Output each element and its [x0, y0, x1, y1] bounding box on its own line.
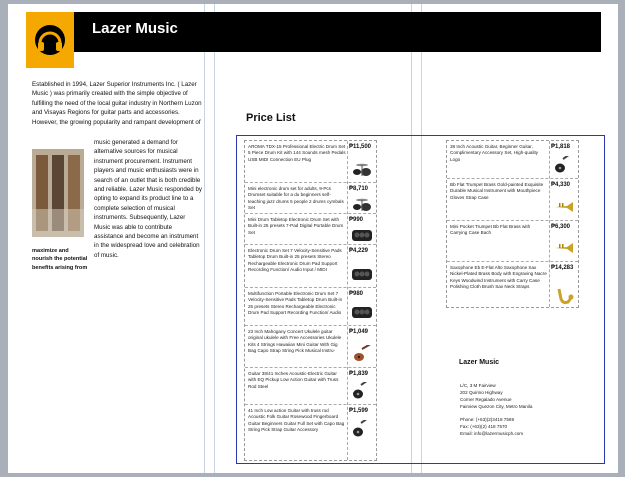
product-description: 23 Inch Mahogany Concert Ukulele guitar original ukulele with Free Accessories Ukulele Kits 4 Strings Hawaiian Mini Guitar With Gig Bag Capo Strap String Pick Musical Instru- [248, 329, 342, 354]
product-description: Mini Pocket Trumpet Bb Flat Brass with Carrying Case Bach [450, 224, 531, 236]
product-image [553, 239, 573, 255]
price-item [245, 405, 376, 442]
product-price: ₱4,330 [551, 182, 571, 188]
photo-caption: maximize and nourish the potential benefits arising from [32, 248, 88, 271]
intro-paragraph: Established in 1994, Lazer Superior Instruments Inc. ( Lazer Music ) was primarily created with the simple objective of fulfilling the need of the local guitar industry in Northern Luzon and Visayas Regions for guitar parts and accessories. However, the growing popularity and rampant development of [32, 81, 202, 126]
product-image [351, 345, 371, 361]
price-item [245, 214, 376, 245]
product-description: Mini electronic drum set for adults, 9-Pcs Drumset suitable for a du beginners self-teaching jazz drums 5 people 2 drums cymbals Set [248, 186, 344, 211]
product-price: ₱14,283 [551, 265, 574, 271]
drum-pad-icon [351, 265, 373, 283]
drum-kit-icon [351, 195, 373, 213]
product-description: 38 Inch Acoustic Guitar, Beginner Guitar, Complimentary Accessory Set, High-quality Logo [450, 144, 539, 162]
price-item [245, 183, 376, 214]
product-image [351, 195, 371, 211]
product-price: ₱1,599 [349, 408, 369, 414]
product-description: Mini Drum Tabletop Electronic Drum Set with Built-in 25 presets 7-Pad Digital Portable Drum Set [248, 217, 344, 235]
product-image [553, 156, 573, 172]
price-item [245, 368, 376, 405]
column-guide [214, 4, 215, 473]
product-price: ₱990 [349, 217, 364, 223]
contact-block [460, 382, 532, 437]
saxophone-icon [553, 287, 575, 305]
price-item [245, 245, 376, 288]
price-list-left-column [244, 140, 377, 461]
brochure-page [8, 4, 618, 473]
intro-paragraph-continued: music generated a demand for alternative sources for musical instrument procurement. Instrument players and music enthusiasts were in search of an outlet that is both credible and reliable. Lazer Music responded by opting to expand its product line to a complete selection of musical instruments. Subsequently, Lazer Music was able to contribute assistance and become an instrument in the widespread love and celebration of music. [94, 139, 203, 259]
price-item [447, 221, 578, 262]
price-list-right-column [446, 140, 579, 308]
address-line: L/C, 3 M Fairview [460, 383, 496, 388]
product-price: ₱1,818 [551, 144, 571, 150]
product-description: Bb Flat Trumpet Brass Gold-painted Exquisite Durable Musical Instrument with Mouthpiece Gloves Strap Case [450, 182, 544, 200]
product-image [351, 420, 371, 436]
email-address: Email: info@lazermusicph.com [460, 431, 524, 436]
guitar-icon [351, 382, 373, 400]
address-line: Corner Regalado Avenue [460, 397, 512, 402]
product-description: Electronic Drum Set 7 Velocity-Sensitive Pads Tabletop Drum Built-in 25 presets Stereo Rechargeable Electronic Drum Pad Support Recording Function/ Audio Input / MIDI [248, 248, 342, 273]
trumpet-icon [553, 239, 575, 257]
product-price: ₱8,710 [349, 186, 369, 192]
product-image [351, 160, 371, 176]
price-item [447, 262, 578, 309]
drum-pad-icon [351, 303, 373, 321]
product-image [351, 303, 371, 319]
price-item [245, 326, 376, 368]
headphones-icon [26, 12, 74, 68]
column-guide [204, 4, 205, 473]
drum-kit-icon [351, 160, 373, 178]
product-image [553, 287, 573, 303]
drum-pad-icon [351, 226, 373, 244]
product-description: AROMA TDX-15 Professional Electric Drum Set 5 Piece Drum Kit with 144 Sounds mesh Pedals USB MIDI Connection EU Plug [248, 144, 346, 162]
price-item [447, 141, 578, 179]
product-price: ₱980 [349, 291, 364, 297]
product-image [351, 226, 371, 242]
product-price: ₱4,229 [349, 248, 369, 254]
contact-title: Lazer Music [459, 359, 500, 366]
product-description: 41 Inch Low action Guitar with truss rod Acoustic Folk Guitar Rosewood Fingerboard Guitar Beginners Guitar Full Set with Capo Bag String Pick Strap Guitar Accessory [248, 408, 345, 433]
price-item [245, 141, 376, 183]
price-item [245, 288, 376, 326]
product-price: ₱1,049 [349, 329, 369, 335]
store-photo [32, 149, 84, 237]
trumpet-icon [553, 198, 575, 216]
product-image [351, 382, 371, 398]
product-description: Saxophone Eb E-Flat Alto Saxophone Sax Nickel-Plated Brass Body with Engraving Nacre Keys Woodwind Instrument with Carry Case Polishing Cloth Brush Sax Neck Straps [450, 265, 547, 290]
product-description: Multifunction Portable Electronic Drum Set 7 Velocity-Sensitive Pads Tabletop Drum Built-in 25 presets Stereo Rechargeable Electronic Drum Pad Support Recording Function/ Audio [248, 291, 343, 316]
ukulele-icon [351, 345, 373, 363]
address-line: 202 Quirino Highway [460, 390, 503, 395]
guitar-icon [351, 420, 373, 438]
price-item [447, 179, 578, 221]
price-list-title: Price List [246, 112, 296, 124]
product-price: ₱1,839 [349, 371, 369, 377]
product-price: ₱11,500 [349, 144, 372, 150]
product-image [553, 198, 573, 214]
fax-number: Fax: (+63)(2) 418 7570 [460, 424, 508, 429]
guitar-icon [553, 156, 575, 174]
phone-number: Phone: (+63)(2)3418 7569 [460, 417, 515, 422]
product-price: ₱6,300 [551, 224, 571, 230]
product-description: Guitar 38/41 Inches Acoustic-Electric Guitar with EQ Pickup Low Action Guitar with Truss Rod Steel [248, 371, 339, 389]
logo [26, 12, 74, 68]
address-line: Fairview Quezon City, Metro Manila [460, 404, 533, 409]
brand-title: Lazer Music [92, 20, 178, 37]
product-image [351, 265, 371, 281]
